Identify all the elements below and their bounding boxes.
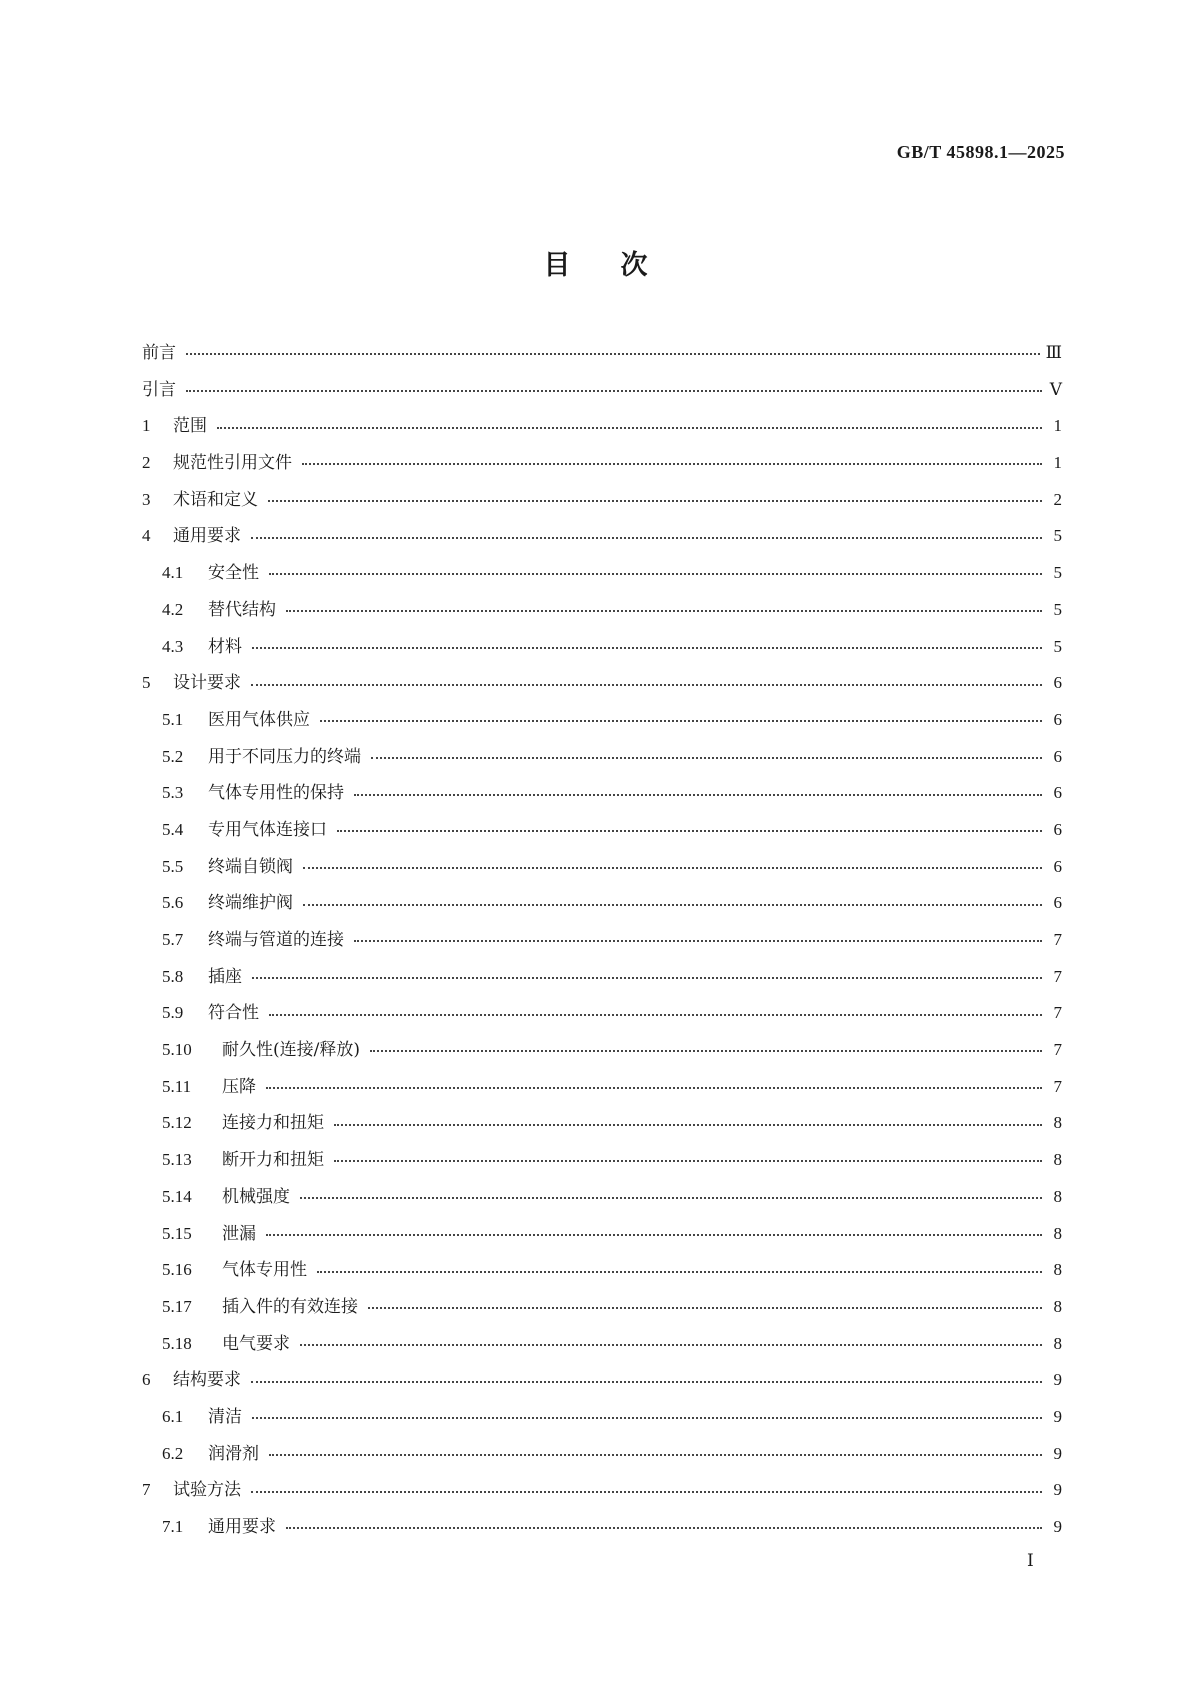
toc-dot-leader [368,1307,1042,1309]
toc-entry[interactable] [142,411,1062,448]
toc-entry[interactable] [142,815,1062,852]
toc-entry[interactable] [142,1219,1062,1256]
toc-entry-label: 终端自锁阀 [208,856,293,877]
toc-entry-number: 5.13 [162,1150,192,1170]
toc-entry-page: 8 [1053,1333,1062,1353]
toc-entry-page: 9 [1053,1517,1062,1536]
toc-entry-number: 3 [142,489,151,509]
toc-entry[interactable] [142,668,1062,705]
toc-dot-leader [303,904,1042,906]
toc-entry-label: 耐久性(连接/释放) [222,1040,360,1061]
toc-entry-label: 终端与管道的连接 [208,930,344,950]
toc-entry-page: 1 [1053,416,1062,436]
toc-dot-leader [252,1417,1042,1419]
toc-entry-label: 连接力和扭矩 [222,1113,324,1134]
toc-entry[interactable] [142,1108,1062,1145]
toc-dot-leader [252,647,1042,649]
toc-entry[interactable] [142,962,1062,999]
toc-entry[interactable] [142,1439,1062,1476]
toc-entry-label: 泄漏 [222,1223,256,1244]
toc-entry-page: Ⅲ [1045,343,1062,362]
toc-dot-leader [371,757,1042,759]
toc-entry-label: 气体专用性的保持 [208,783,344,804]
toc-dot-leader [251,684,1042,686]
standard-code: GB/T 45898.1—2025 [896,142,1065,162]
toc-entry-label: 机械强度 [222,1186,290,1207]
toc-entry-number: 7 [142,1480,151,1500]
toc-entry-page: 8 [1053,1186,1062,1206]
toc-entry-label: 通用要求 [173,526,241,547]
toc-dot-leader [334,1124,1042,1126]
toc-dot-leader [286,1527,1042,1529]
toc-entry-label: 结构要求 [173,1370,241,1391]
toc-entry[interactable] [142,632,1062,669]
toc-dot-leader [252,977,1042,979]
toc-entry[interactable] [142,448,1062,485]
toc-entry[interactable] [142,558,1062,595]
toc-entry-number: 5.2 [162,746,184,766]
toc-entry-label: 终端维护阀 [208,893,293,914]
toc-entry-number: 5.8 [162,966,184,986]
toc-entry-label: 引言 [142,379,176,400]
toc-entry-page: 8 [1053,1296,1062,1316]
toc-entry[interactable] [142,1145,1062,1182]
toc-entry-number: 7.1 [162,1517,184,1536]
toc-entry-page: 7 [1053,966,1062,986]
toc-entry[interactable] [142,1255,1062,1292]
toc-entry[interactable] [142,338,1062,375]
toc-entry[interactable] [142,1072,1062,1109]
toc-dot-leader [300,1197,1042,1199]
toc-entry-page: 6 [1053,819,1062,839]
toc-entry-number: 4.1 [162,563,184,583]
toc-entry-label: 气体专用性 [222,1260,307,1281]
toc-dot-leader [269,1454,1042,1456]
toc-entry-label: 电气要求 [222,1333,290,1354]
toc-entry-number: 5.16 [162,1260,192,1280]
toc-entry[interactable] [142,1512,1062,1549]
toc-entry-label: 材料 [208,636,242,657]
toc-entry-number: 6 [142,1370,151,1390]
toc-entry[interactable] [142,1365,1062,1402]
toc-dot-leader [268,500,1042,502]
toc-entry-page: 9 [1053,1370,1062,1390]
toc-dot-leader [251,1491,1042,1493]
toc-entry-label: 润滑剂 [208,1443,259,1464]
toc-entry-number: 5.5 [162,856,184,876]
toc-entry-number: 5.17 [162,1296,192,1316]
toc-entry-page: 6 [1053,673,1062,693]
toc-entry[interactable] [142,998,1062,1035]
toc-entry-number: 5.15 [162,1223,192,1243]
toc-entry-page: 8 [1053,1150,1062,1170]
toc-entry-page: 6 [1053,783,1062,803]
toc-dot-leader [186,353,1040,355]
toc-entry-label: 用于不同压力的终端 [208,746,361,767]
toc-entry-label: 插座 [208,966,242,987]
toc-entry[interactable] [142,742,1062,779]
toc-entry-label: 医用气体供应 [208,709,310,730]
toc-entry[interactable] [142,1402,1062,1439]
toc-entry[interactable] [142,778,1062,815]
toc-dot-leader [354,940,1042,942]
toc-entry[interactable] [142,1035,1062,1072]
toc-dot-leader [286,610,1042,612]
toc-entry-label: 替代结构 [208,599,276,620]
toc-entry-number: 5.6 [162,893,184,913]
toc-entry-label: 前言 [142,343,176,363]
toc-entry-number: 5.11 [162,1076,192,1096]
toc-entry-label: 范围 [173,416,207,437]
toc-entry-page: 7 [1053,1040,1062,1060]
toc-entry-page: 6 [1053,856,1062,876]
toc-entry-label: 安全性 [208,563,259,584]
toc-dot-leader [303,867,1042,869]
toc-entry-label: 规范性引用文件 [173,453,292,474]
toc-entry-page: 5 [1053,636,1062,656]
toc-entry-page: 1 [1053,453,1062,473]
toc-entry-page: 9 [1053,1480,1062,1500]
toc-entry-number: 5.7 [162,930,184,949]
page-title: 目次 [543,250,698,281]
toc-entry-page: 9 [1053,1443,1062,1463]
toc-entry-label: 符合性 [208,1003,259,1024]
toc-entry[interactable] [142,888,1062,925]
toc-entry-label: 术语和定义 [173,489,258,510]
toc-entry[interactable] [142,521,1062,558]
toc-entry-label: 插入件的有效连接 [222,1296,358,1317]
toc-entry[interactable] [142,705,1062,742]
toc-entry-page: 8 [1053,1113,1062,1133]
toc-entry-number: 4.2 [162,599,184,619]
toc-entry-page: Ⅴ [1049,379,1062,399]
toc-entry-number: 5.4 [162,819,184,839]
toc-dot-leader [217,427,1042,429]
toc-dot-leader [269,1014,1042,1016]
toc-entry-number: 5 [142,673,151,693]
toc-dot-leader [354,794,1042,796]
toc-entry-page: 9 [1053,1406,1062,1426]
toc-entry-number: 6.2 [162,1443,184,1463]
toc-entry-number: 4.3 [162,636,184,656]
toc-entry-number: 2 [142,453,151,473]
toc-entry-label: 断开力和扭矩 [222,1150,324,1171]
toc-entry-page: 8 [1053,1260,1062,1280]
toc-entry-number: 5.18 [162,1333,192,1353]
toc-entry-label: 压降 [222,1076,256,1097]
toc-dot-leader [334,1160,1042,1162]
toc-entry-number: 5.14 [162,1186,192,1206]
toc-entry-number: 5.10 [162,1040,192,1060]
toc-entry[interactable] [142,1292,1062,1329]
toc-entry-number: 5.12 [162,1113,192,1133]
toc-dot-leader [251,1381,1042,1383]
toc-entry-page: 6 [1053,893,1062,913]
toc-entry[interactable] [142,925,1062,962]
toc-entry-number: 5.9 [162,1003,184,1023]
toc-entry-label: 试验方法 [173,1480,241,1501]
toc-entry-label: 专用气体连接口 [208,819,327,840]
toc-entry-label: 通用要求 [208,1517,276,1537]
toc-entry[interactable] [142,1475,1062,1512]
toc-entry-number: 4 [142,526,151,546]
toc-dot-leader [186,390,1042,392]
toc-entry-page: 6 [1053,746,1062,766]
toc-entry-page: 7 [1053,1076,1062,1096]
toc-dot-leader [266,1087,1042,1089]
toc-entry-label: 设计要求 [173,673,241,694]
toc-entry[interactable] [142,852,1062,889]
toc-entry-page: 2 [1053,489,1062,509]
toc-entry-page: 8 [1053,1223,1062,1243]
toc-entry[interactable] [142,485,1062,522]
page-number: Ⅰ [1027,1551,1034,1570]
toc-entry-page: 5 [1053,599,1062,619]
toc-entry[interactable] [142,1329,1062,1366]
toc-dot-leader [269,573,1042,575]
toc-entry-page: 5 [1053,563,1062,583]
toc-entry-page: 7 [1053,1003,1062,1023]
toc-entry-number: 5.1 [162,709,184,729]
toc-entry[interactable] [142,595,1062,632]
toc-entry[interactable] [142,375,1062,412]
toc-entry-number: 5.3 [162,783,184,803]
toc-entry[interactable] [142,1182,1062,1219]
toc-entry-number: 1 [142,416,151,436]
toc-dot-leader [317,1271,1042,1273]
toc-dot-leader [302,463,1042,465]
toc-entry-page: 6 [1053,709,1062,729]
toc-dot-leader [266,1234,1042,1236]
toc-entry-page: 7 [1053,930,1062,949]
toc-entry-label: 清洁 [208,1406,242,1427]
toc-dot-leader [370,1050,1042,1052]
toc-dot-leader [251,537,1042,539]
toc-entry-number: 6.1 [162,1406,184,1426]
toc-dot-leader [300,1344,1042,1346]
toc-entry-page: 5 [1053,526,1062,546]
table-of-contents [142,338,1062,1549]
toc-dot-leader [320,720,1042,722]
toc-dot-leader [337,830,1042,832]
